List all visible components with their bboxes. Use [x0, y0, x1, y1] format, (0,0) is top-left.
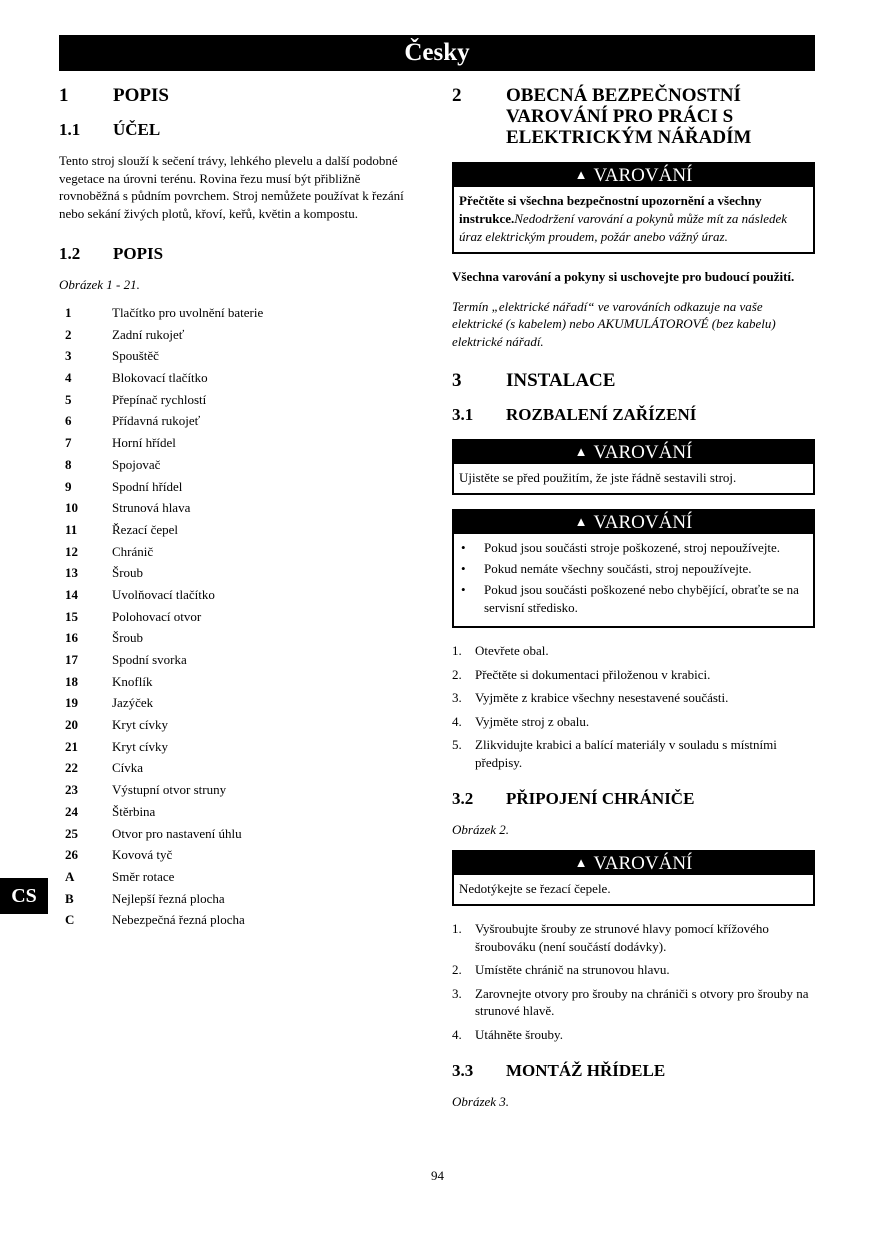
section-3-1-heading [452, 405, 815, 425]
warning-triangle-icon: ▲ [574, 514, 588, 529]
step-item [452, 920, 815, 955]
part-label: Otvor pro nastavení úhlu [112, 825, 242, 841]
warning-bullet-text: Pokud jsou součásti poškozené nebo chybějící, obraťte se na servisní středisko. [484, 582, 799, 615]
step-text: Otevřete obal. [475, 643, 549, 658]
part-number: 12 [65, 543, 78, 559]
step-item [452, 666, 815, 684]
warning-label: VAROVÁNÍ [593, 853, 693, 874]
part-list-item [59, 736, 404, 758]
page-number: 94 [431, 1168, 444, 1183]
step-number: 4. [452, 1026, 462, 1042]
part-list-item [59, 454, 404, 476]
section-title: MONTÁŽ HŘÍDELE [506, 1061, 666, 1080]
bullet-icon: • [461, 561, 466, 576]
part-number: 19 [65, 695, 78, 711]
warning-text: Ujistěte se před použitím, že jste řádně sestavili stroj. [459, 470, 737, 485]
section-title: PŘIPOJENÍ CHRÁNIČE [506, 789, 695, 808]
part-number: 14 [65, 586, 78, 602]
warning-label: VAROVÁNÍ [593, 512, 693, 533]
part-list-item [59, 497, 404, 519]
part-list-item [59, 779, 404, 801]
part-label: Spojovač [112, 456, 161, 472]
step-text: Umístěte chránič na strunovou hlavu. [475, 962, 670, 977]
part-label: Štěrbina [112, 803, 156, 819]
section-3-heading [452, 370, 815, 391]
section-number: 1 [59, 85, 69, 106]
part-list-item [59, 649, 404, 671]
figure-reference: Obrázek 1 - 21. [59, 277, 140, 292]
section-title: INSTALACE [506, 370, 616, 391]
section-number: 3.1 [452, 405, 474, 424]
part-label: Kryt cívky [112, 738, 168, 754]
part-label: Přídavná rukojeť [112, 413, 201, 429]
part-label: Šroub [112, 630, 144, 646]
warning-box [452, 439, 815, 495]
part-label: Šroub [112, 565, 144, 581]
part-label: Tlačítko pro uvolnění baterie [112, 305, 264, 320]
part-label: Polohovací otvor [112, 608, 202, 624]
warning-triangle-icon: ▲ [574, 167, 588, 182]
part-number: B [65, 890, 74, 906]
part-label: Chránič [112, 543, 154, 559]
part-label: Kryt cívky [112, 717, 168, 733]
part-number: 2 [65, 326, 72, 342]
left-column [59, 85, 404, 931]
step-item [452, 642, 815, 660]
warning-triangle-icon: ▲ [574, 444, 588, 459]
step-item [452, 736, 815, 771]
part-number: 24 [65, 803, 78, 819]
part-list-item [59, 302, 404, 324]
part-list-item [59, 367, 404, 389]
section-1-1-heading [59, 120, 404, 140]
part-label: Uvolňovací tlačítko [112, 586, 215, 602]
part-number: 20 [65, 717, 78, 733]
part-number: 13 [65, 565, 78, 581]
part-list-item [59, 801, 404, 823]
keep-instructions-text: Všechna varování a pokyny si uschovejte pro budoucí použití. [452, 269, 795, 284]
part-number: 21 [65, 738, 78, 754]
warning-box [452, 162, 815, 254]
figure-reference: Obrázek 3. [452, 1094, 510, 1109]
section-title: POPIS [113, 85, 169, 106]
section-1-2-heading [59, 244, 404, 264]
warning-bullet-text: Pokud jsou součásti stroje poškozené, stroj nepoužívejte. [484, 540, 781, 555]
section-number: 3 [452, 370, 462, 391]
part-list-item [59, 866, 404, 888]
step-item [452, 985, 815, 1020]
part-list-item [59, 606, 404, 628]
part-label: Spouštěč [112, 348, 159, 364]
step-text: Zarovnejte otvory pro šrouby na chrániči s otvory pro šrouby na strunové hlavě. [475, 985, 809, 1018]
part-number: A [65, 868, 75, 884]
section-2-heading [452, 85, 815, 148]
warning-bullet-text: Pokud nemáte všechny součásti, stroj nepoužívejte. [484, 561, 752, 576]
warning-bullet-list [459, 539, 808, 617]
section-number: 1.1 [59, 120, 81, 139]
part-label: Spodní hřídel [112, 478, 183, 494]
part-list-item [59, 389, 404, 411]
part-list-item [59, 692, 404, 714]
part-number: 23 [65, 782, 78, 798]
step-number: 5. [452, 737, 462, 752]
part-label: Spodní svorka [112, 652, 187, 667]
part-list-item [59, 888, 404, 910]
part-label: Kovová tyč [112, 847, 173, 863]
section-number: 3.3 [452, 1061, 474, 1080]
warning-bullet-item [459, 560, 808, 578]
warning-text: Nedotýkejte se řezací čepele. [459, 881, 611, 896]
part-number: 4 [65, 370, 72, 386]
part-label: Cívka [112, 760, 144, 776]
right-column [452, 85, 815, 1122]
part-list-item [59, 432, 404, 454]
part-label: Nejlepší řezná plocha [112, 890, 225, 906]
parts-list [59, 302, 404, 931]
part-number: 17 [65, 652, 78, 667]
section-title: ROZBALENÍ ZAŘÍZENÍ [506, 405, 697, 424]
section-number: 2 [452, 85, 462, 106]
warning-box [452, 509, 815, 628]
part-number: 25 [65, 825, 78, 841]
part-list-item [59, 519, 404, 541]
section-number: 1.2 [59, 244, 81, 263]
part-label: Jazýček [112, 695, 154, 711]
warning-list [454, 534, 813, 626]
step-text: Vyjměte stroj z obalu. [475, 713, 590, 729]
step-item [452, 689, 815, 707]
step-number: 3. [452, 985, 462, 1001]
part-number: 22 [65, 760, 78, 776]
part-label: Výstupní otvor struny [112, 782, 227, 798]
unpacking-steps [452, 642, 815, 771]
part-number: 1 [65, 305, 72, 320]
step-number: 4. [452, 713, 462, 729]
part-number: 10 [65, 500, 78, 516]
section-3-2-heading [452, 789, 815, 809]
step-number: 2. [452, 666, 462, 682]
step-item [452, 713, 815, 731]
part-label: Směr rotace [112, 868, 175, 884]
part-list-item [59, 562, 404, 584]
part-list-item [59, 909, 404, 931]
part-list-item [59, 844, 404, 866]
part-list-item [59, 757, 404, 779]
step-item [452, 1026, 815, 1044]
part-list-item [59, 671, 404, 693]
part-number: 9 [65, 478, 72, 494]
part-number: C [65, 912, 75, 928]
warning-label: VAROVÁNÍ [593, 442, 693, 463]
step-number: 1. [452, 921, 462, 936]
section-title: POPIS [113, 244, 164, 263]
part-number: 26 [65, 847, 78, 863]
warning-header [454, 511, 813, 534]
warning-header [454, 441, 813, 464]
warning-bold-text: Přečtěte si všechna bezpečnostní upozornění a všechny instrukce. [459, 193, 762, 226]
warning-box [452, 850, 815, 906]
step-number: 1. [452, 643, 462, 658]
part-number: 15 [65, 608, 78, 624]
part-list-item [59, 410, 404, 432]
warning-label: VAROVÁNÍ [593, 165, 693, 186]
part-label: Strunová hlava [112, 500, 191, 516]
section-3-3-heading [452, 1061, 815, 1081]
part-label: Přepínač rychlostí [112, 391, 207, 407]
bullet-icon: • [461, 540, 466, 555]
warning-header [454, 164, 813, 187]
power-tool-term-text: Termín „elektrické nářadí“ ve varováních odkazuje na vaše elektrické (s kabelem) nebo AKUMULÁTOROVÉ (bez kabelu) elektrické nářadí. [452, 298, 776, 349]
figure-reference: Obrázek 2. [452, 822, 510, 837]
step-text: Přečtěte si dokumentaci přiloženou v krabici. [475, 666, 711, 682]
part-list-item [59, 476, 404, 498]
warning-italic-text: Nedodržení varování a pokynů může mít za následek úraz elektrickým proudem, požár anebo vážný úraz. [459, 211, 788, 244]
part-label: Zadní rukojeť [112, 326, 185, 342]
warning-text [454, 187, 813, 252]
section-1-heading [59, 85, 404, 106]
part-number: 11 [65, 521, 78, 537]
part-number: 16 [65, 630, 78, 646]
part-label: Horní hřídel [112, 435, 176, 451]
part-number: 7 [65, 435, 72, 451]
part-list-item [59, 823, 404, 845]
warning-bullet-item [459, 581, 808, 617]
part-label: Řezací čepel [112, 521, 179, 537]
part-label: Knoflík [112, 673, 153, 689]
language-header: Česky [59, 35, 815, 71]
language-side-tab: CS [0, 878, 48, 914]
section-number: 3.2 [452, 789, 474, 808]
step-text: Vyšroubujte šrouby ze strunové hlavy pomocí křížového šroubováku (není součástí dodávky). [475, 921, 769, 954]
part-number: 18 [65, 673, 78, 689]
bullet-icon: • [461, 582, 466, 597]
warning-bullet-item [459, 539, 808, 557]
part-list-item [59, 345, 404, 367]
step-item [452, 961, 815, 979]
step-text: Vyjměte z krabice všechny nesestavené součásti. [475, 690, 729, 705]
part-label: Nebezpečná řezná plocha [112, 912, 245, 928]
step-text: Utáhněte šrouby. [475, 1026, 563, 1042]
purpose-paragraph: Tento stroj slouží k sečení trávy, lehkého plevelu a další podobné vegetace na úrovni terénu. Rovina řezu musí být přibližně rovnoběžná s půdním povrchem. Stroj nemůžete používat k řezání nebo sekání živých plotů, křoví, keřů, květin a kompostu. [59, 153, 404, 221]
part-list-item [59, 627, 404, 649]
part-list-item [59, 541, 404, 563]
part-number: 8 [65, 456, 72, 472]
step-number: 2. [452, 962, 462, 977]
part-number: 5 [65, 391, 72, 407]
part-number: 3 [65, 348, 72, 364]
step-text: Zlikvidujte krabici a balící materiály v souladu s místními předpisy. [475, 737, 777, 770]
part-list-item [59, 584, 404, 606]
part-label: Blokovací tlačítko [112, 370, 208, 386]
part-list-item [59, 714, 404, 736]
section-title: OBECNÁ BEZPEČNOSTNÍ VAROVÁNÍ PRO PRÁCI S ELEKTRICKÝM NÁŘADÍM [506, 85, 752, 148]
warning-triangle-icon: ▲ [574, 855, 588, 870]
step-number: 3. [452, 690, 462, 705]
guard-steps [452, 920, 815, 1043]
part-number: 6 [65, 413, 72, 429]
section-title: ÚČEL [113, 120, 161, 139]
warning-header [454, 852, 813, 875]
part-list-item [59, 324, 404, 346]
